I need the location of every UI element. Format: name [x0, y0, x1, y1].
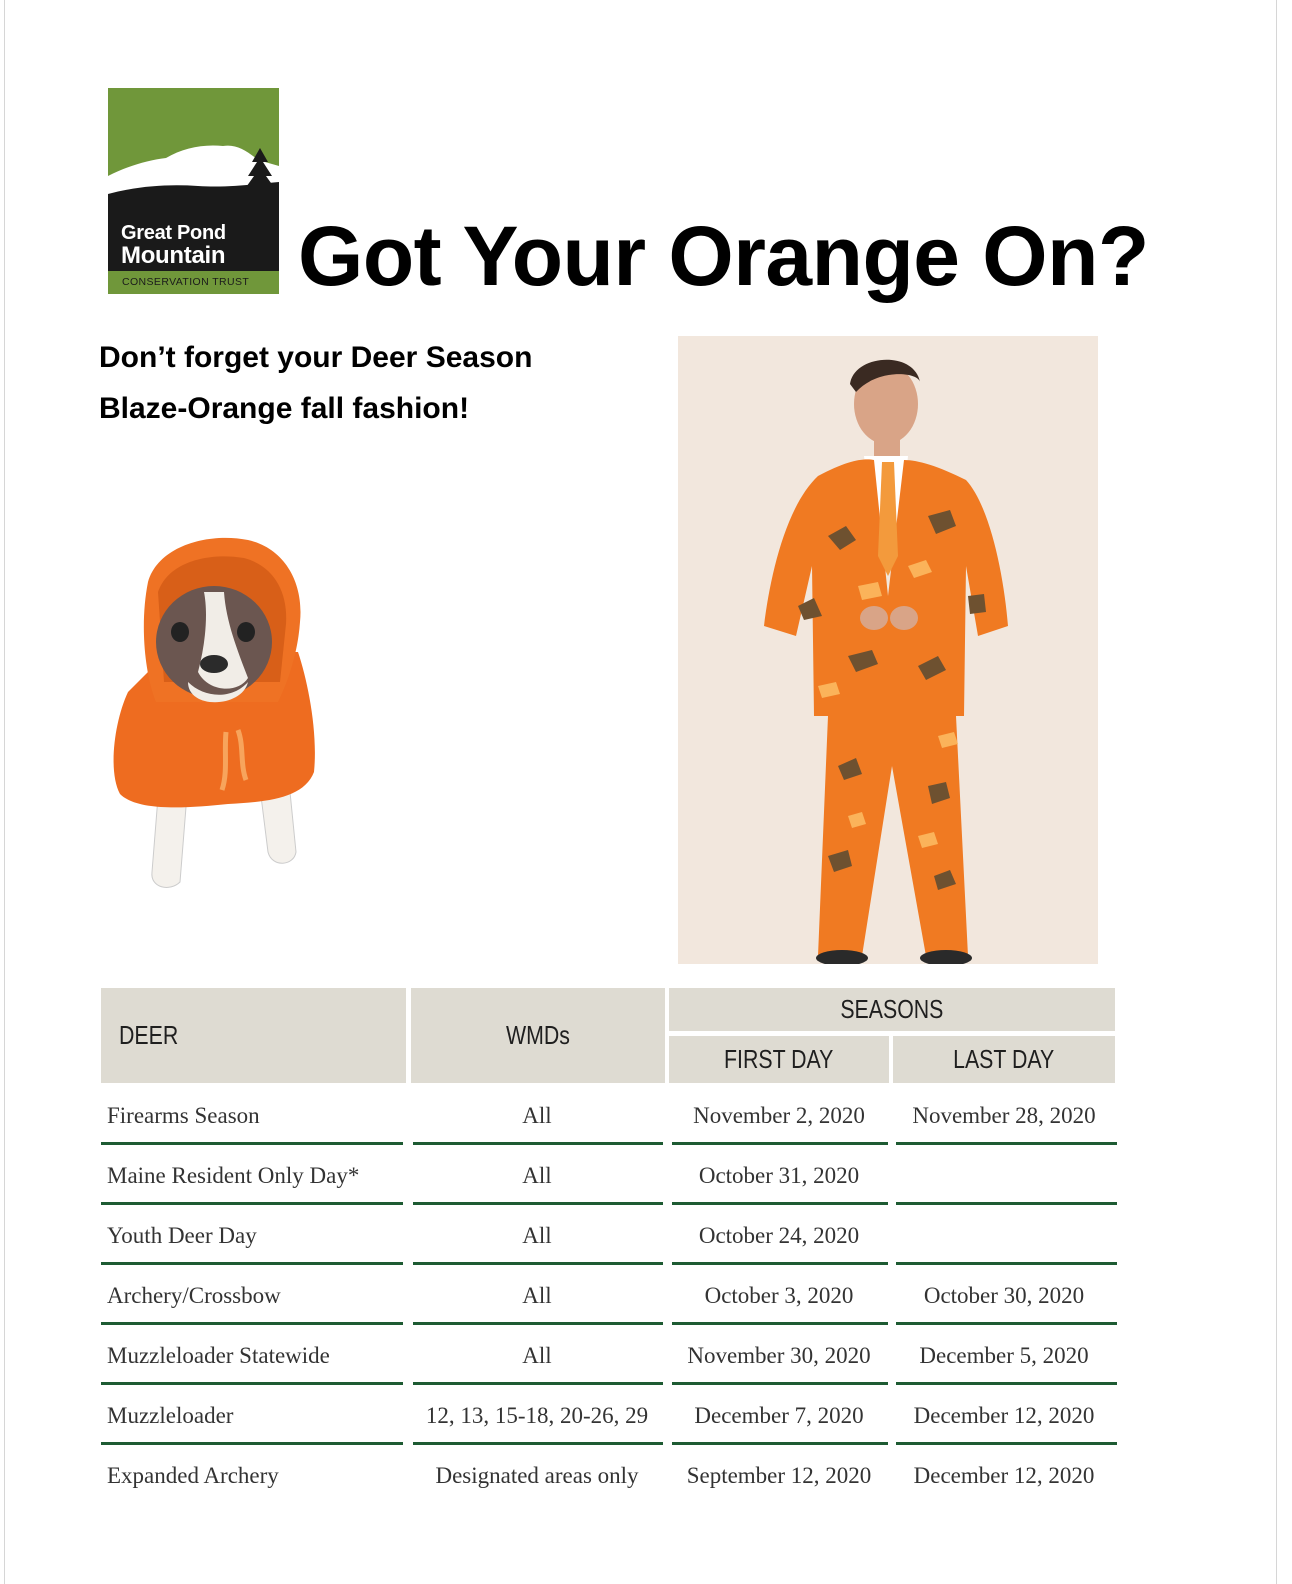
row-divider	[101, 1382, 403, 1385]
table-cell-wmd: All	[522, 1103, 552, 1128]
tagline-line2: Blaze-Orange fall fashion!	[99, 392, 470, 425]
table-cell-name: Firearms Season	[107, 1103, 260, 1128]
dog-in-orange-hoodie-image	[108, 532, 320, 894]
logo-text-line1: Great Pond	[121, 222, 226, 244]
row-divider	[413, 1202, 663, 1205]
table-cell-first: October 31, 2020	[698, 1163, 860, 1188]
row-divider	[413, 1262, 663, 1265]
table-cell-name: Maine Resident Only Day*	[107, 1163, 360, 1188]
row-divider	[672, 1202, 888, 1205]
table-cell-wmd: All	[522, 1163, 552, 1188]
row-divider	[413, 1142, 663, 1145]
table-cell-wmd: All	[522, 1343, 552, 1368]
row-divider	[896, 1382, 1117, 1385]
header-seasons-label: SEASONS	[840, 994, 944, 1024]
header-first-day-label: FIRST DAY	[724, 1044, 834, 1074]
row-divider	[101, 1322, 403, 1325]
row-divider	[672, 1442, 888, 1445]
tagline	[99, 332, 532, 434]
table-cell-last: December 5, 2020	[919, 1343, 1089, 1368]
table-cell-name: Expanded Archery	[107, 1463, 279, 1488]
header-first-day	[669, 1036, 889, 1083]
row-divider	[101, 1142, 403, 1145]
row-divider	[896, 1202, 1117, 1205]
row-divider	[896, 1322, 1117, 1325]
table-cell-first: September 12, 2020	[686, 1463, 872, 1488]
table-cell-name: Archery/Crossbow	[107, 1283, 281, 1308]
row-divider	[101, 1202, 403, 1205]
page-edge	[1276, 0, 1277, 1584]
row-divider	[896, 1142, 1117, 1145]
orange-camo-suit-illustration	[678, 336, 1098, 964]
table-cell-wmd: 12, 13, 15-18, 20-26, 29	[425, 1403, 649, 1428]
tagline-line1: Don’t forget your Deer Season	[99, 341, 533, 374]
header-deer-label: DEER	[119, 1020, 179, 1050]
table-cell-last	[893, 1150, 1115, 1202]
table-cell-first: November 30, 2020	[687, 1343, 871, 1368]
page-title: Got Your Orange On?	[298, 209, 1149, 303]
table-cell-first: October 3, 2020	[704, 1283, 854, 1308]
header-seasons	[669, 988, 1115, 1031]
header-wmds-label: WMDs	[506, 1020, 570, 1050]
table-cell-wmd: Designated areas only	[435, 1463, 639, 1488]
page-edge	[4, 0, 5, 1584]
table-cell-first: November 2, 2020	[693, 1103, 865, 1128]
row-divider	[101, 1262, 403, 1265]
table-cell-last: October 30, 2020	[923, 1283, 1085, 1308]
table-cell-name: Muzzleloader	[107, 1403, 234, 1428]
table-cell-first: December 7, 2020	[694, 1403, 864, 1428]
row-divider	[413, 1382, 663, 1385]
table-cell-wmd: All	[522, 1283, 552, 1308]
table-cell-last: December 12, 2020	[913, 1403, 1095, 1428]
logo	[108, 88, 279, 294]
table-cell-wmd: All	[522, 1223, 552, 1248]
row-divider	[896, 1262, 1117, 1265]
row-divider	[672, 1262, 888, 1265]
header-deer	[101, 988, 406, 1083]
header-last-day	[893, 1036, 1115, 1083]
orange-camo-suit-image	[678, 336, 1098, 964]
row-divider	[896, 1442, 1117, 1445]
logo-text-line2: Mountain	[121, 242, 226, 269]
header-wmds	[411, 988, 665, 1083]
table-cell-last: December 12, 2020	[913, 1463, 1095, 1488]
row-divider	[672, 1142, 888, 1145]
row-divider	[672, 1322, 888, 1325]
row-divider	[101, 1442, 403, 1445]
header-last-day-label: LAST DAY	[953, 1044, 1055, 1074]
row-divider	[413, 1322, 663, 1325]
table-cell-name: Muzzleloader Statewide	[107, 1343, 330, 1368]
table-cell-name: Youth Deer Day	[107, 1223, 257, 1248]
row-divider	[672, 1382, 888, 1385]
logo-text-line3: CONSERVATION TRUST	[122, 276, 250, 288]
table-cell-last	[893, 1210, 1115, 1262]
row-divider	[413, 1442, 663, 1445]
table-cell-last: November 28, 2020	[912, 1103, 1096, 1128]
table-cell-first: October 24, 2020	[698, 1223, 860, 1248]
